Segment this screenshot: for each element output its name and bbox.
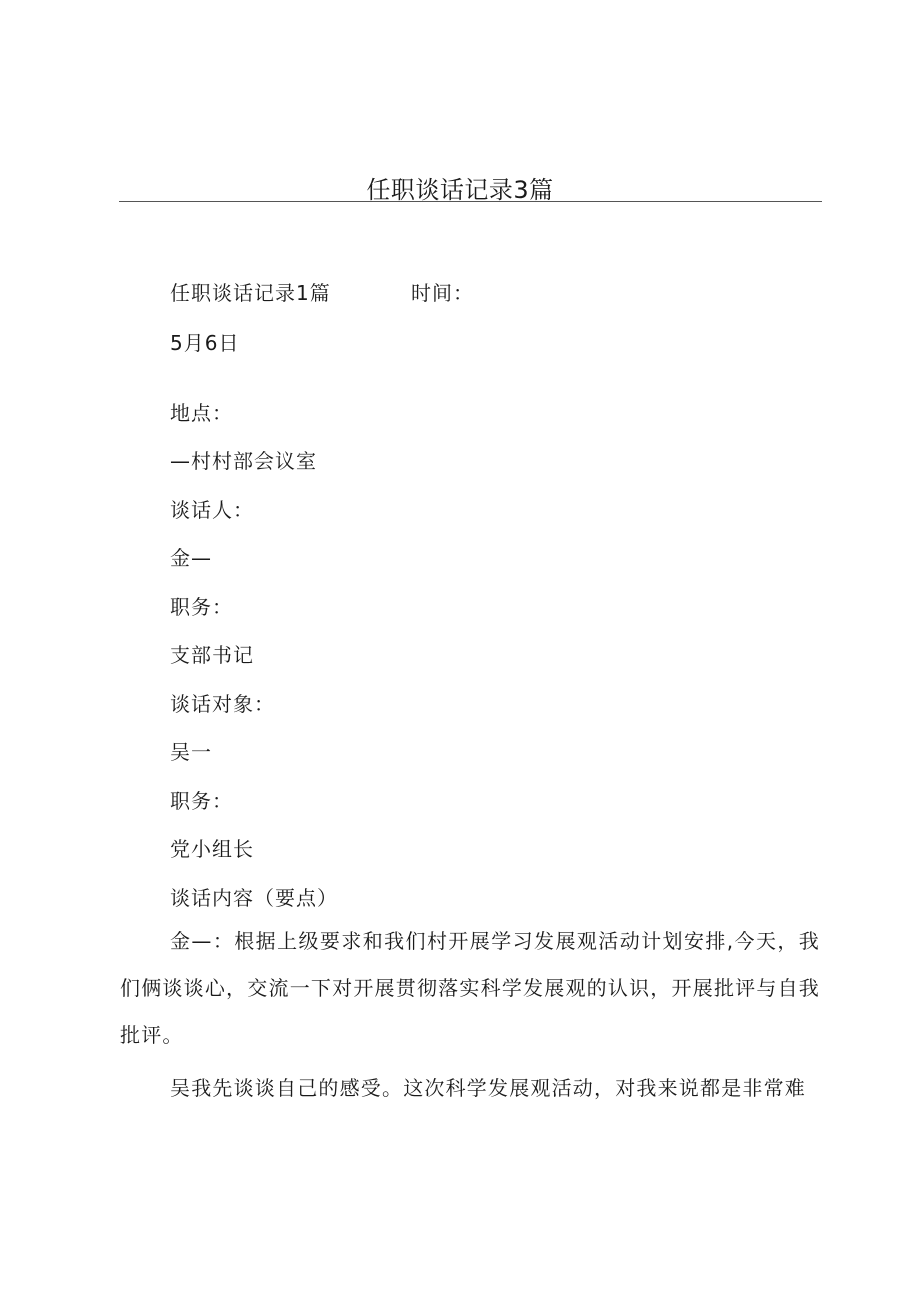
interviewer-value: 金—	[170, 546, 212, 570]
interviewer-position-value: 支部书记	[170, 643, 254, 667]
interviewee-position-value: 党小组长	[170, 837, 254, 861]
record-heading: 任职谈话记录1篇	[170, 281, 331, 305]
location-label: 地点：	[170, 401, 233, 425]
document-title: 任职谈话记录3篇	[366, 176, 554, 204]
interviewer-label: 谈话人：	[170, 498, 254, 522]
location-value: —村村部会议室	[170, 449, 317, 473]
interviewee-label: 谈话对象：	[170, 692, 275, 716]
interviewee-position-label: 职务：	[170, 789, 233, 813]
interviewee-value: 吴一	[170, 740, 212, 764]
interviewer-position-label: 职务：	[170, 595, 233, 619]
body-paragraph: 吴我先谈谈自己的感受。这次科学发展观活动，对我来说都是非常难	[170, 1076, 806, 1100]
title-underline	[119, 201, 822, 202]
body-paragraph: 金—：根据上级要求和我们村开展学习发展观活动计划安排,今天，我们俩谈谈心，交流一下对开展贯彻落实科学发展观的认识，开展批评与自我批评。	[120, 929, 820, 1047]
date-value: 5月6日	[170, 331, 240, 355]
content-label: 谈话内容（要点）	[170, 886, 338, 910]
time-label: 时间：	[411, 281, 474, 305]
